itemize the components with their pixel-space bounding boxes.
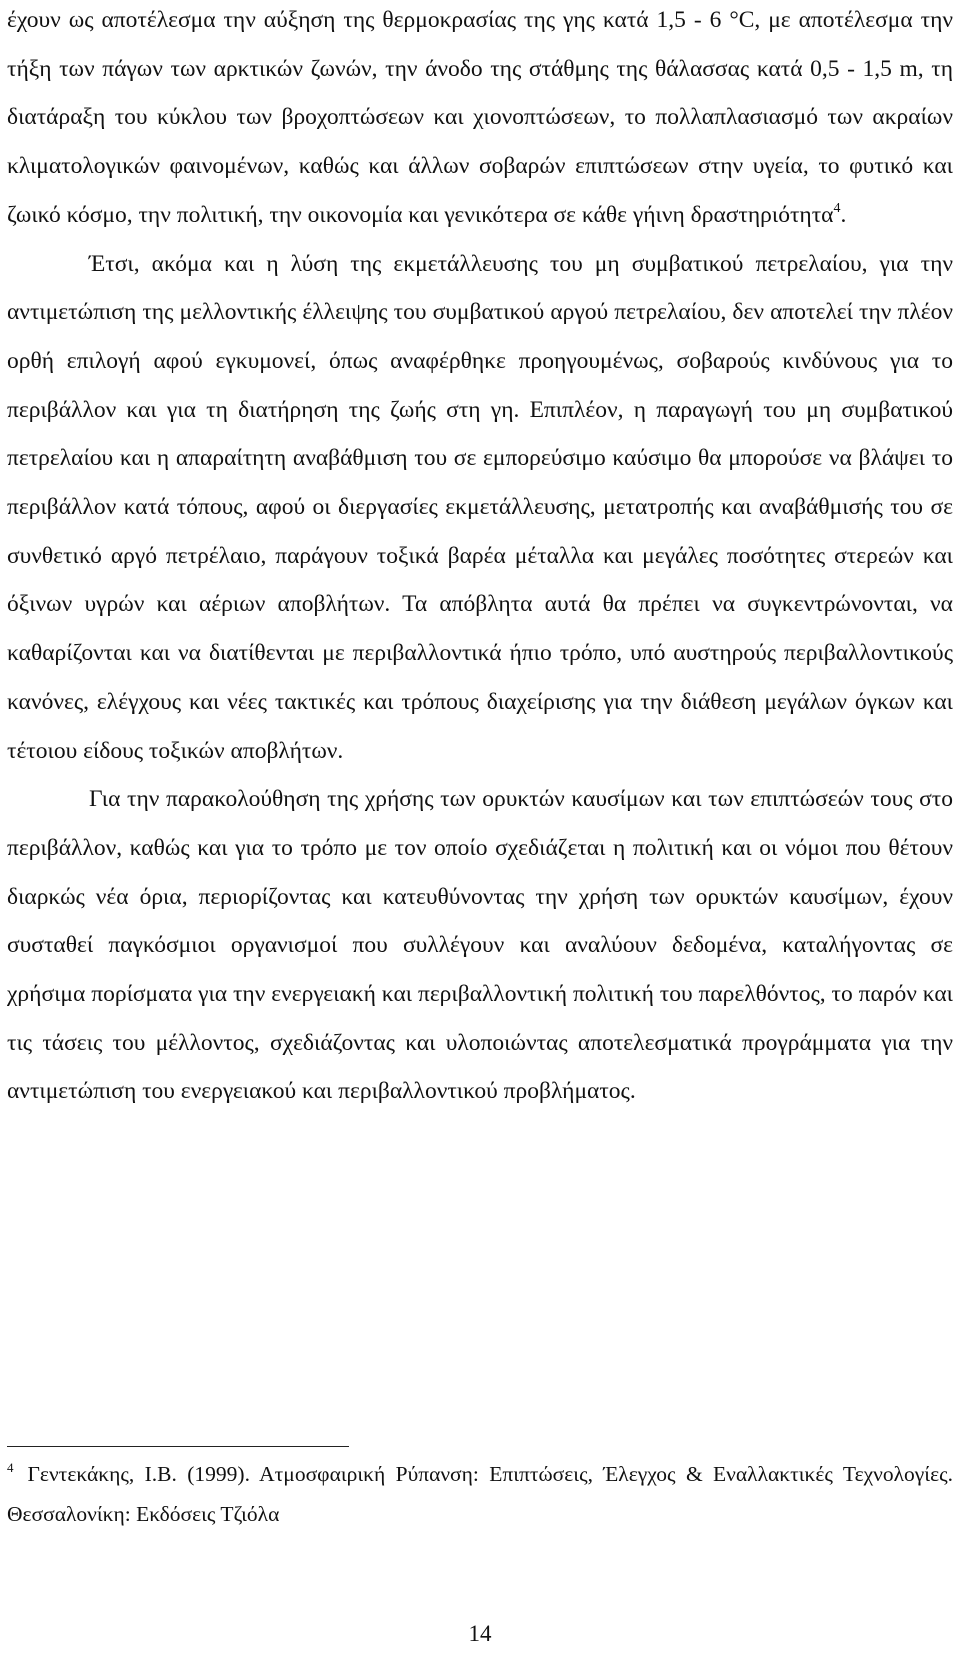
footnote — [7, 1454, 953, 1534]
footnote-text: Γεντεκάκης, Ι.Β. (1999). Ατμοσφαιρική Ρύπανση: Επιπτώσεις, Έλεγχος & Εναλλακτικές Τεχνολογίες. Θεσσαλονίκη: Εκδόσεις Τζιόλα — [7, 1462, 953, 1526]
paragraph-monitoring: Για την παρακολούθηση της χρήσης των ορυκτών καυσίμων και των επιπτώσεών τους στο περιβάλλον, καθώς και για το τρόπο με τον οποίο σχεδιάζεται η πολιτική και οι νόμοι που θέτουν διαρκώς νέα όρια, περιορίζοντας και κατευθύνοντας την χρήση των ορυκτών καυσίμων, έχουν συσταθεί παγκόσμιοι οργανισμοί που συλλέγουν και αναλύουν δεδομένα, καταλήγοντας σε χρήσιμα πορίσματα για την ενεργειακή και περιβαλλοντική πολιτική του παρελθόντος, το παρόν και τις τάσεις του μέλλοντος, σχεδιάζοντας και υλοποιώντας αποτελεσματικά προγράμματα για την αντιμετώπιση του ενεργειακού και περιβαλλοντικού προβλήματος. — [7, 786, 954, 1105]
footnote-reference[interactable]: 4 — [833, 200, 841, 216]
footnote-number: 4 — [7, 1460, 14, 1475]
paragraph-text: έχουν ως αποτέλεσμα την αύξηση της θερμοκρασίας της γης κατά 1,5 - 6 °C, με αποτέλεσμα την τήξη των πάγων των αρκτικών ζωνών, την άνοδο της στάθμης της θάλασσας κατά 0,5 - 1,5 m, τη διατάραξη του κύκλου των βροχοπτώσεων και χιονοπτώσεων, το πολλαπλασιασμό των ακραίων κλιματολογικών φαινομένων, καθώς και άλλων σοβαρών επιπτώσεων στην υγεία, το φυτικό και ζωικό κόσμο, την πολιτική, την οικονομία και γενικότερα σε κάθε γήινη δραστηριότητα — [7, 7, 953, 228]
document-body — [7, 0, 953, 1116]
page-number: 14 — [468, 1621, 492, 1646]
paragraph-end-punctuation: . — [840, 201, 847, 228]
paragraph-unconventional-oil: Έτσι, ακόμα και η λύση της εκμετάλλευσης του μη συμβατικού πετρελαίου, για την αντιμετώπιση της μελλοντικής έλλειψης του συμβατικού αργού πετρελαίου, δεν αποτελεί την πλέον ορθή επιλογή αφού εγκυμονεί, όπως αναφέρθηκε προηγουμένως, σοβαρούς κινδύνους για το περιβάλλον και για τη διατήρηση της ζωής στη γη. Επιπλέον, η παραγωγή του μη συμβατικού πετρελαίου και η απαραίτητη αναβάθμιση του σε εμπορεύσιμο καύσιμο θα μπορούσε να βλάψει το περιβάλλον κατά τόπους, αφού οι διεργασίες εκμετάλλευσης, μετατροπής και αναβάθμισής του σε συνθετικό αργό πετρέλαιο, παράγουν τοξικά βαρέα μέταλλα και μεγάλες ποσότητες στερεών και όξινων υγρών και αέριων αποβλήτων. Τα απόβλητα αυτά θα πρέπει να συγκεντρώνονται, να καθαρίζονται και να διατίθενται με περιβαλλοντικά ήπιο τρόπο, υπό αυστηρούς περιβαλλοντικούς κανόνες, ελέγχους και νέες τακτικές και τρόπους διαχείρισης για την διάθεση μεγάλων όγκων και τέτοιου είδους τοξικών αποβλήτων. — [7, 250, 953, 764]
footnote-separator — [7, 1446, 349, 1447]
paragraph-continuation — [7, 0, 953, 240]
